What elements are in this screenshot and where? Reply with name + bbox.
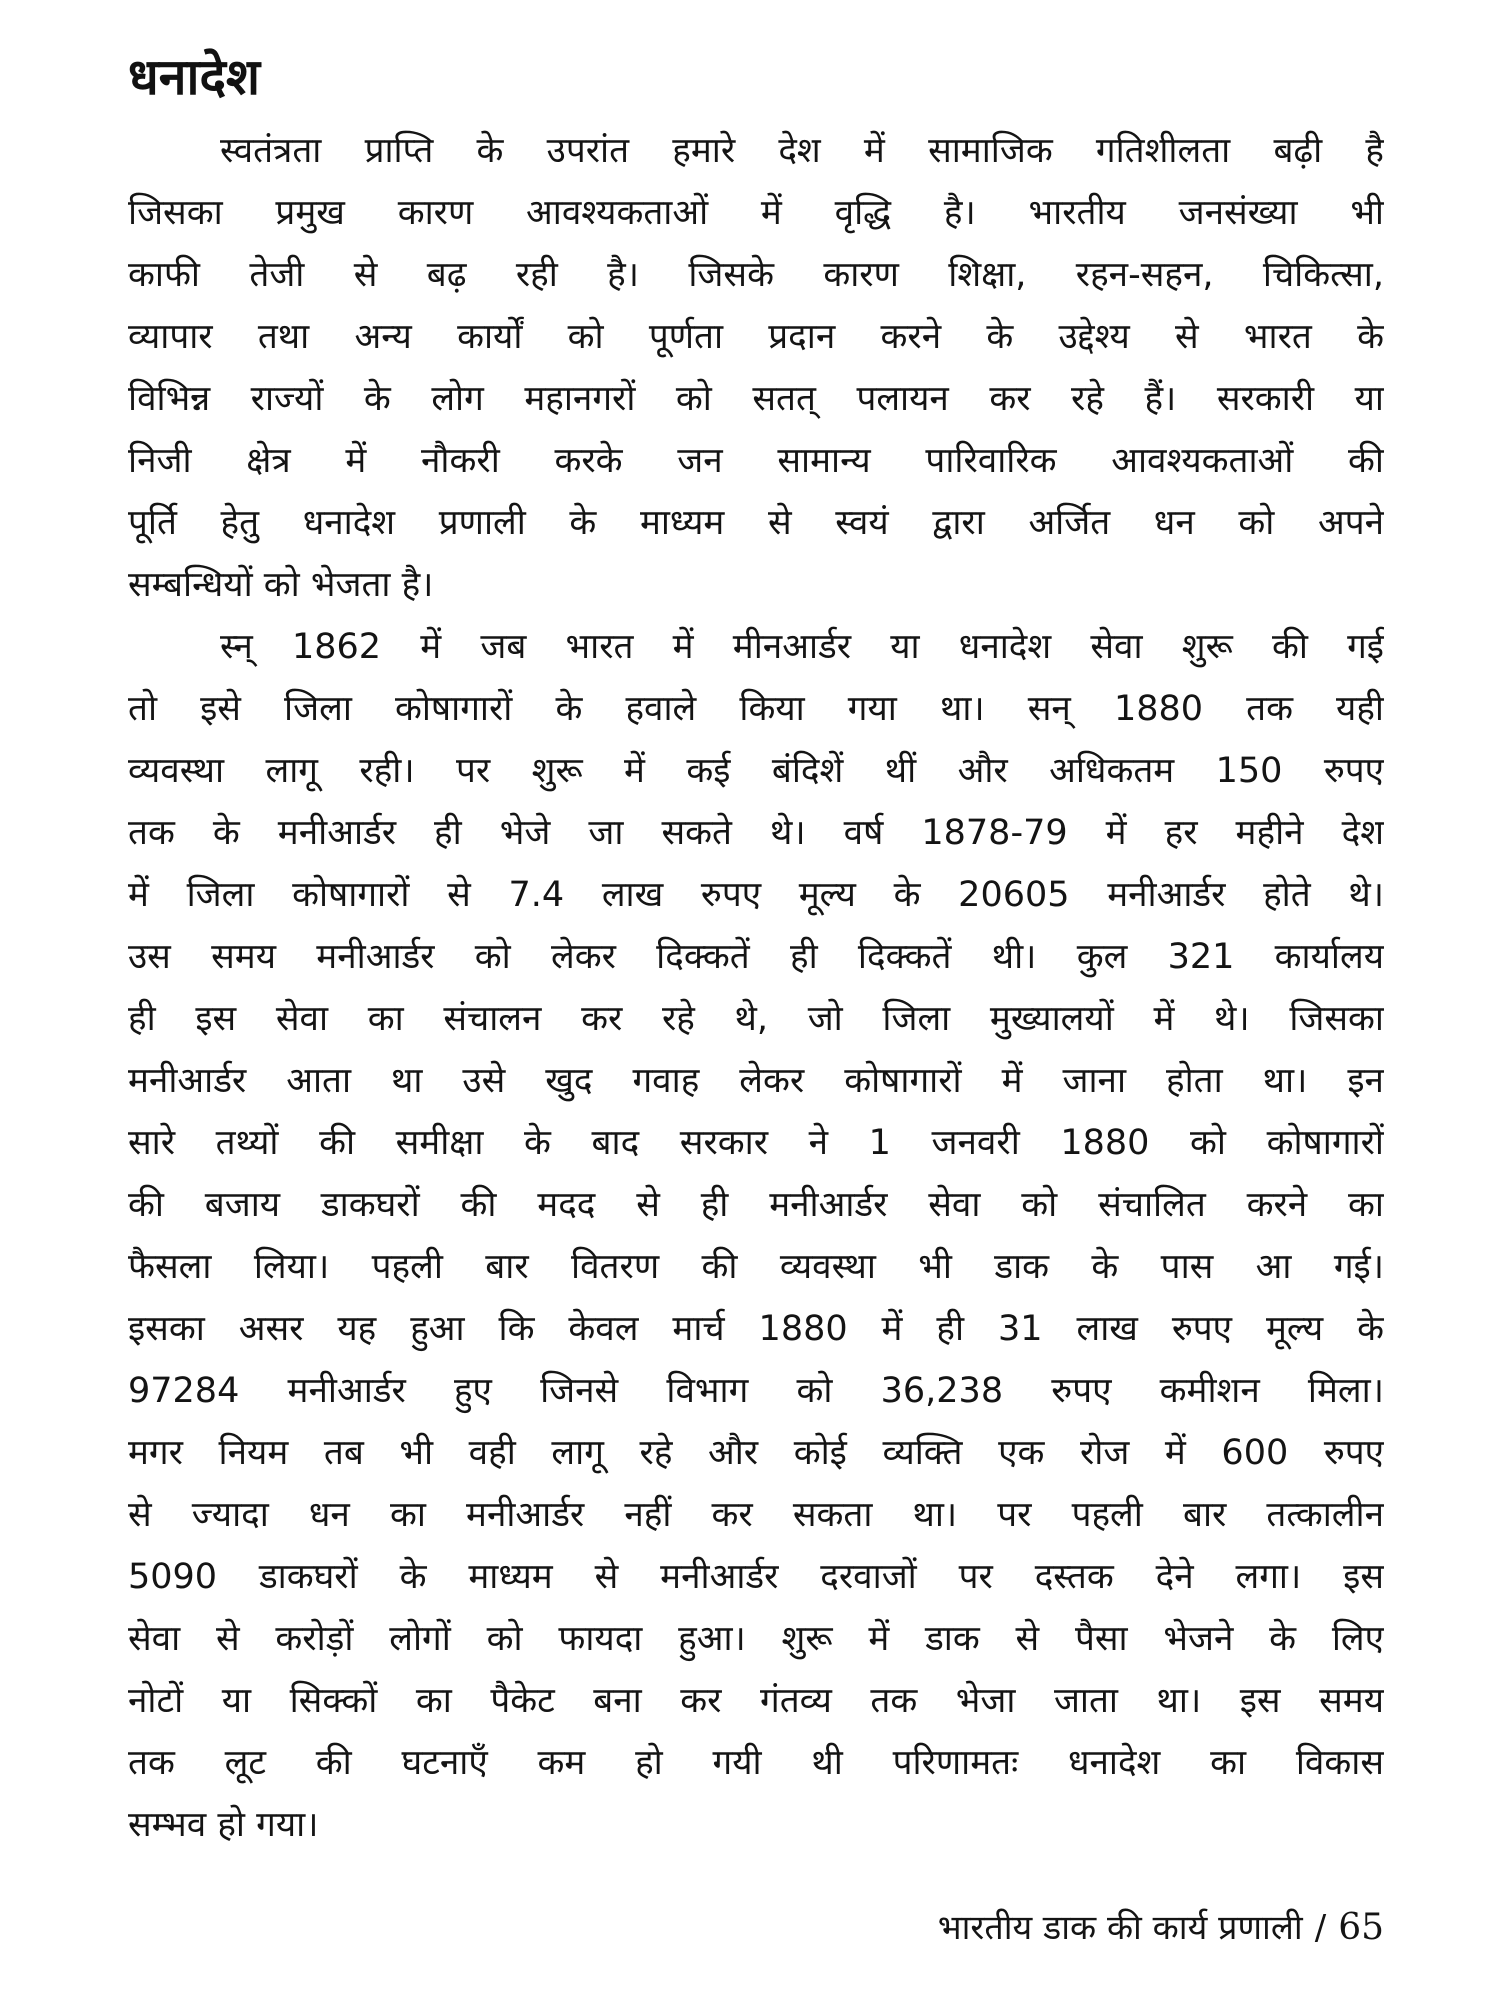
page-footer [938, 1904, 1384, 1952]
book-title: भारतीय डाक की कार्य प्रणाली [937, 1908, 1303, 1948]
text-line: इसका असर यह हुआ कि केवल मार्च 1880 में ही 31 लाख रुपए मूल्य के [128, 1309, 1384, 1349]
text-line: सम्बन्धियों को भेजता है। [128, 565, 434, 605]
text-line: तक लूट की घटनाएँ कम हो गयी थी परिणामतः धनादेश का विकास [128, 1743, 1384, 1783]
text-line: सेवा से करोड़ों लोगों को फायदा हुआ। शुरू में डाक से पैसा भेजने के लिए [128, 1619, 1384, 1659]
text-line: तो इसे जिला कोषागारों के हवाले किया गया था। सन् 1880 तक यही [128, 689, 1384, 729]
text-line: उस समय मनीआर्डर को लेकर दिक्कतें ही दिक्कतें थी। कुल 321 कार्यालय [128, 937, 1384, 977]
text-line: स्न् 1862 में जब भारत में मीनआर्डर या धनादेश सेवा शुरू की गई [220, 627, 1384, 667]
text-line: नोटों या सिक्कों का पैकेट बना कर गंतव्य तक भेजा जाता था। इस समय [128, 1681, 1384, 1721]
text-line: 97284 मनीआर्डर हुए जिनसे विभाग को 36,238 रुपए कमीशन मिला। [128, 1371, 1384, 1411]
text-line: सम्भव हो गया। [128, 1805, 319, 1845]
page-title: धनादेश [128, 48, 260, 106]
text-line: में जिला कोषागारों से 7.4 लाख रुपए मूल्य के 20605 मनीआर्डर होते थे। [128, 875, 1384, 915]
text-line: निजी क्षेत्र में नौकरी करके जन सामान्य पारिवारिक आवश्यकताओं की [128, 441, 1384, 481]
paragraph-1 [128, 120, 1384, 616]
text-line: फैसला लिया। पहली बार वितरण की व्यवस्था भी डाक के पास आ गई। [128, 1247, 1384, 1287]
text-line: ही इस सेवा का संचालन कर रहे थे, जो जिला मुख्यालयों में थे। जिसका [128, 999, 1384, 1039]
body-text [128, 120, 1384, 1856]
text-line: से ज्यादा धन का मनीआर्डर नहीं कर सकता था। पर पहली बार तत्कालीन [128, 1495, 1384, 1535]
text-line: 5090 डाकघरों के माध्यम से मनीआर्डर दरवाजों पर दस्तक देने लगा। इस [128, 1557, 1384, 1597]
text-line: व्यवस्था लागू रही। पर शुरू में कई बंदिशें थीं और अधिकतम 150 रुपए [128, 751, 1384, 791]
text-line: व्यापार तथा अन्य कार्यों को पूर्णता प्रदान करने के उद्देश्य से भारत के [128, 317, 1384, 357]
text-line: विभिन्न राज्यों के लोग महानगरों को सतत् पलायन कर रहे हैं। सरकारी या [128, 379, 1384, 419]
text-line: मनीआर्डर आता था उसे खुद गवाह लेकर कोषागारों में जाना होता था। इन [128, 1061, 1384, 1101]
text-line: स्वतंत्रता प्राप्ति के उपरांत हमारे देश में सामाजिक गतिशीलता बढ़ी है [220, 131, 1384, 171]
page-number: 65 [1338, 1907, 1384, 1948]
text-line: तक के मनीआर्डर ही भेजे जा सकते थे। वर्ष 1878-79 में हर महीने देश [128, 813, 1384, 853]
text-line: जिसका प्रमुख कारण आवश्यकताओं में वृद्धि है। भारतीय जनसंख्या भी [128, 193, 1384, 233]
text-line: पूर्ति हेतु धनादेश प्रणाली के माध्यम से स्वयं द्वारा अर्जित धन को अपने [128, 503, 1384, 543]
paragraph-2 [128, 616, 1384, 1856]
text-line: काफी तेजी से बढ़ रही है। जिसके कारण शिक्षा, रहन-सहन, चिकित्सा, [128, 255, 1384, 295]
text-line: सारे तथ्यों की समीक्षा के बाद सरकार ने 1 जनवरी 1880 को कोषागारों [128, 1123, 1384, 1163]
text-line: मगर नियम तब भी वही लागू रहे और कोई व्यक्ति एक रोज में 600 रुपए [128, 1433, 1384, 1473]
footer-separator: / [1314, 1908, 1327, 1948]
text-line: की बजाय डाकघरों की मदद से ही मनीआर्डर सेवा को संचालित करने का [128, 1185, 1384, 1225]
